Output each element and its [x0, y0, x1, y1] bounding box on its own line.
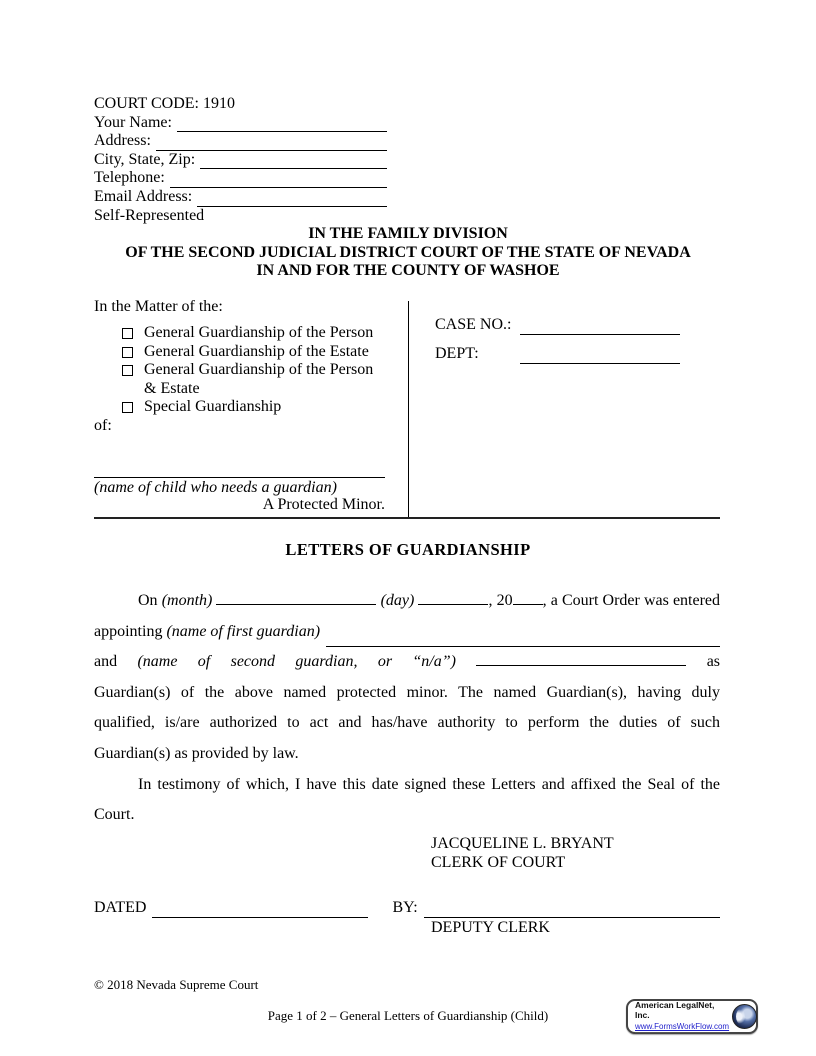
- copyright-notice: © 2018 Nevada Supreme Court: [94, 977, 259, 992]
- american-legalnet-badge: [626, 999, 758, 1034]
- city-state-zip-row: [94, 151, 387, 170]
- body-text: [94, 586, 720, 831]
- month-hint: (month): [161, 592, 213, 609]
- checkbox-row-special: [122, 398, 385, 417]
- address-field[interactable]: [156, 134, 387, 151]
- checkbox-icon[interactable]: [122, 347, 133, 358]
- dept-row: [435, 344, 715, 364]
- deputy-clerk-label: DEPUTY CLERK: [431, 919, 550, 936]
- caption-left-column: [94, 297, 385, 513]
- court-heading-line-2: OF THE SECOND JUDICIAL DISTRICT COURT OF THE STATE OF NEVADA: [125, 243, 691, 261]
- body-line-6: Guardian(s) as provided by law.: [94, 744, 299, 762]
- month-field[interactable]: [216, 592, 376, 605]
- email-field[interactable]: [197, 190, 387, 207]
- protected-minor-label: A Protected Minor.: [262, 495, 385, 513]
- dept-field[interactable]: [520, 347, 680, 364]
- case-no-row: [435, 315, 715, 335]
- second-guardian-field[interactable]: [476, 653, 686, 666]
- dept-label: DEPT:: [435, 345, 479, 363]
- body-line-7: In testimony of which, I have this date signed these Letters and affixed the Seal of the: [138, 775, 720, 793]
- dated-block: [94, 898, 720, 937]
- body-line-4: Guardian(s) of the above named protected minor. The named Guardian(s), having duly: [94, 683, 720, 701]
- dated-row: [94, 898, 720, 918]
- identity-block: [94, 95, 387, 225]
- court-heading: [0, 225, 816, 281]
- checkbox-row-estate: [122, 343, 385, 362]
- checkbox-label: General Guardianship of the Person & Estate: [144, 361, 374, 397]
- case-caption: [94, 297, 720, 519]
- clerk-signature-block: [431, 835, 614, 872]
- first-guardian-field[interactable]: [326, 634, 720, 647]
- city-state-zip-field[interactable]: [200, 152, 387, 169]
- caption-divider: [408, 301, 409, 517]
- your-name-field[interactable]: [177, 115, 387, 132]
- year-field[interactable]: [513, 592, 543, 605]
- telephone-row: [94, 169, 387, 188]
- child-name-hint: (name of child who needs a guardian): [94, 478, 337, 496]
- of-label: of:: [94, 416, 112, 434]
- address-label: Address:: [94, 132, 151, 150]
- court-heading-line-3: IN AND FOR THE COUNTY OF WASHOE: [256, 262, 560, 280]
- checkbox-label: Special Guardianship: [144, 398, 282, 416]
- globe-icon: [732, 1004, 757, 1029]
- by-label: BY:: [392, 899, 418, 917]
- badge-text: [635, 1000, 729, 1033]
- dated-label: DATED: [94, 899, 147, 917]
- telephone-field[interactable]: [170, 171, 387, 188]
- body-line-1: [94, 586, 720, 617]
- second-guardian-hint: (name of second guardian, or “n/a”): [137, 653, 456, 671]
- case-no-field[interactable]: [520, 318, 680, 335]
- checkbox-icon[interactable]: [122, 328, 133, 339]
- badge-company-name: American LegalNet, Inc.: [635, 1000, 715, 1020]
- dated-field[interactable]: [152, 901, 368, 918]
- in-the-matter-label: In the Matter of the:: [94, 298, 223, 315]
- guardianship-type-list: [122, 324, 385, 417]
- checkbox-label: General Guardianship of the Person: [144, 324, 374, 341]
- your-name-row: [94, 114, 387, 133]
- self-represented-label: Self-Represented: [94, 206, 205, 224]
- checkbox-label: General Guardianship of the Estate: [144, 342, 369, 360]
- body-text-segment: , 20: [488, 592, 513, 609]
- day-hint: (day): [380, 592, 415, 609]
- deputy-signature-field[interactable]: [424, 901, 720, 918]
- first-guardian-hint: (name of first guardian): [166, 622, 321, 640]
- body-line-5: qualified, is/are authorized to act and has/have authority to perform the duties of such: [94, 714, 720, 732]
- court-heading-line-1: IN THE FAMILY DIVISION: [308, 225, 508, 242]
- body-text-segment: , a Court Order was entered: [542, 592, 721, 609]
- child-name-field[interactable]: [94, 477, 385, 478]
- document-title: LETTERS OF GUARDIANSHIP: [285, 540, 531, 559]
- case-no-label: CASE NO.:: [435, 316, 512, 334]
- checkbox-row-person-and-estate: [122, 361, 385, 398]
- body-line-2: [94, 617, 720, 648]
- caption-right-column: [435, 315, 715, 373]
- body-line-8: Court.: [94, 806, 135, 824]
- body-text-segment: and: [94, 653, 118, 671]
- checkbox-icon[interactable]: [122, 365, 133, 376]
- badge-website-link[interactable]: www.FormsWorkFlow.com: [635, 1022, 730, 1031]
- checkbox-icon[interactable]: [122, 402, 133, 413]
- body-line-3: [94, 647, 720, 678]
- body-text-segment: On: [138, 592, 158, 609]
- checkbox-row-person: [122, 324, 385, 343]
- court-code: COURT CODE: 1910: [94, 95, 235, 112]
- address-row: [94, 132, 387, 151]
- body-text-segment: appointing: [94, 622, 163, 640]
- body-text-segment: as: [706, 653, 721, 671]
- clerk-title: CLERK OF COURT: [431, 853, 566, 871]
- clerk-name: JACQUELINE L. BRYANT: [431, 835, 614, 852]
- day-field[interactable]: [418, 592, 488, 605]
- telephone-label: Telephone:: [94, 169, 165, 187]
- email-label: Email Address:: [94, 187, 193, 205]
- your-name-label: Your Name:: [94, 113, 172, 131]
- page-info: Page 1 of 2 – General Letters of Guardianship (Child): [267, 1008, 549, 1023]
- city-state-zip-label: City, State, Zip:: [94, 150, 196, 168]
- email-row: [94, 188, 387, 207]
